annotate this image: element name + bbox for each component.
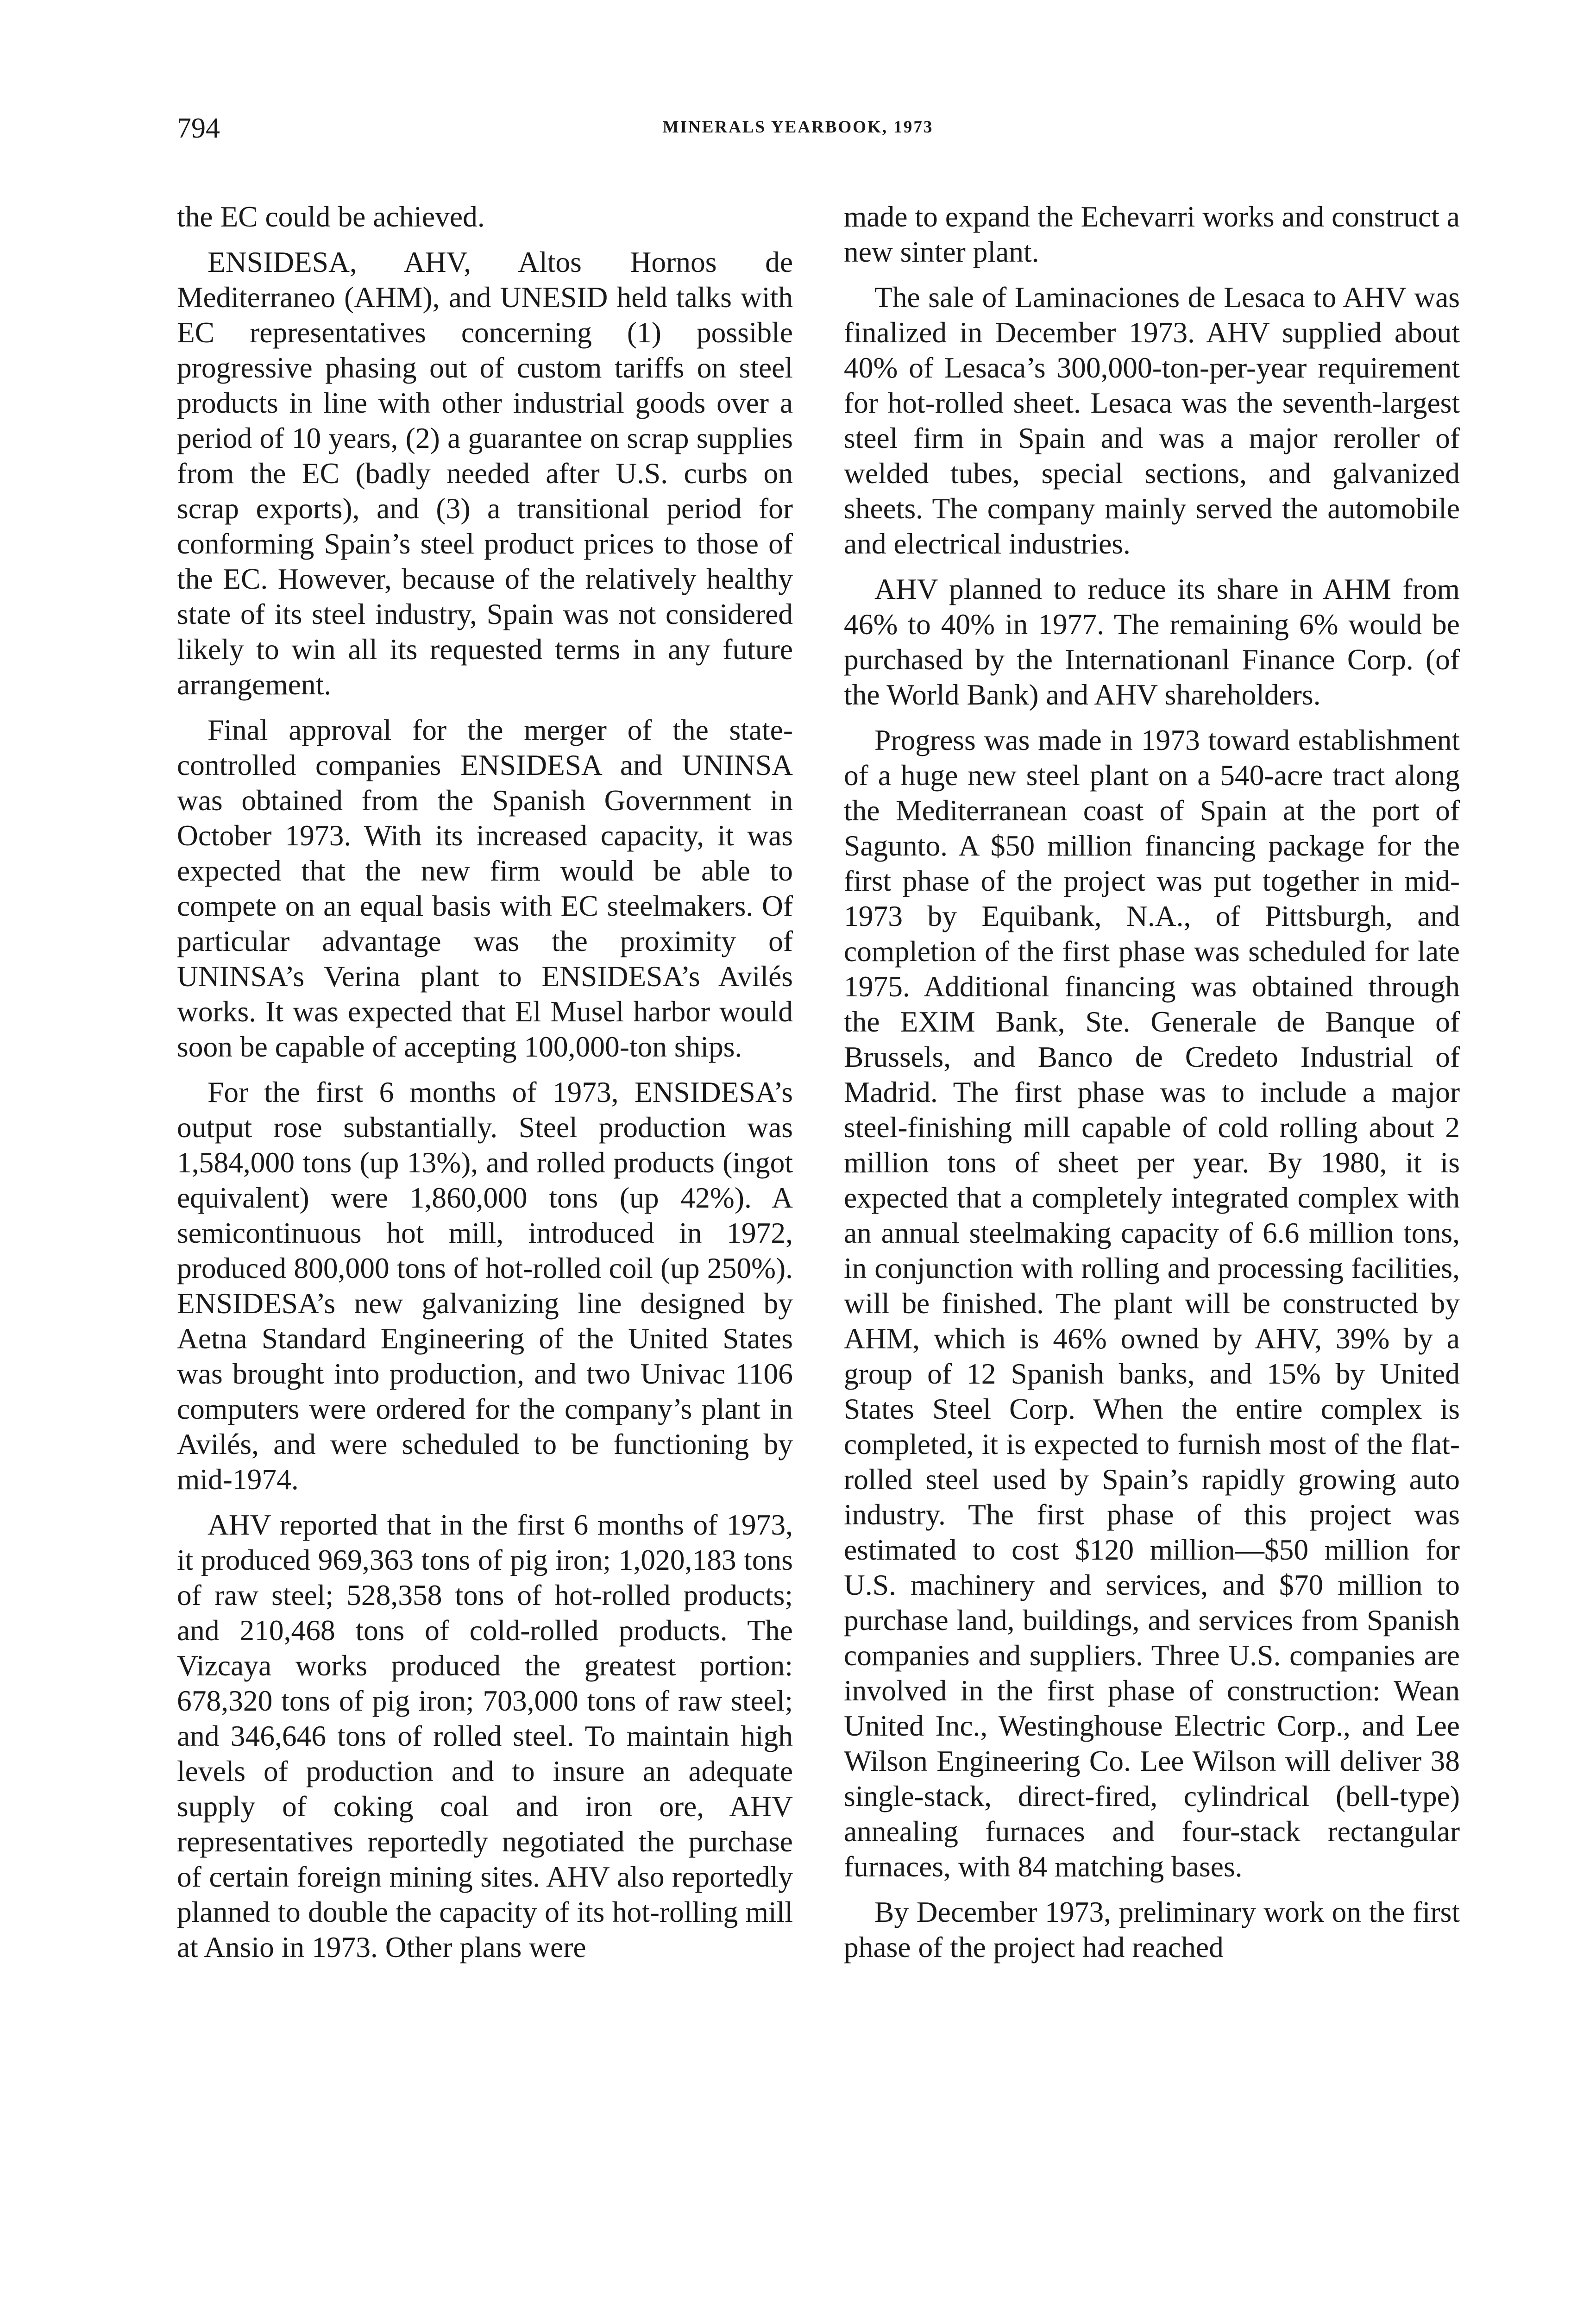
paragraph-ec-continued: the EC could be achieved. — [177, 200, 485, 233]
paragraph-ensidesa-output: For the first 6 months of 1973, ENSIDESA’s output rose substantially. Steel production was 1,584,000 tons (up 13%), and rolled products (ingot equivalent) were 1,860,000 tons (up 42%). A semicontinuous hot mill, introduced in 1972, produced 800,000 tons of hot-rolled coil (up 250%). ENSIDESA’s new galvanizing line designed by Aetna Standard Engineering of the United States was brought into production, and two Univac 1106 computers were ordered for the company’s plant in Avilés, and were scheduled to be functioning by mid-1974. — [177, 1076, 793, 1496]
paragraph-lesaca-sale: The sale of Laminaciones de Lesaca to AHV was finalized in December 1973. AHV supplied about 40% of Lesaca’s 300,000-ton-per-year requirement for hot-rolled sheet. Lesaca was the seventh-largest steel firm in Spain and was a major reroller of welded tubes, special sections, and galvanized sheets. The company mainly served the automobile and electrical industries. — [844, 281, 1460, 560]
paragraph-december-progress: By December 1973, preliminary work on the first phase of the project had reached — [844, 1895, 1460, 1964]
paragraph-sagunto-plant: Progress was made in 1973 toward establishment of a huge new steel plant on a 540-acre tract along the Mediterranean coast of Spain at the port of Sagunto. A $50 million financing package for the first phase of the project was put together in mid-1973 by Equibank, N.A., of Pittsburgh, and completion of the first phase was scheduled for late 1975. Additional financing was obtained through the EXIM Bank, Ste. Generale de Banque of Brussels, and Banco de Credeto Industrial of Madrid. The first phase was to include a major steel-finishing mill capable of cold rolling about 2 million tons of sheet per year. By 1980, it is expected that a completely integrated complex with an annual steelmaking capacity of 6.6 million tons, in conjunction with rolling and processing facilities, will be finished. The plant will be constructed by AHM, which is 46% owned by AHV, 39% by a group of 12 Spanish banks, and 15% by United States Steel Corp. When the entire complex is completed, it is expected to furnish most of the flat-rolled steel used by Spain’s rapidly growing auto industry. The first phase of this project was estimated to cost $120 million—$50 million for U.S. machinery and services, and $70 million to purchase land, buildings, and services from Spanish companies and suppliers. Three U.S. companies are involved in the first phase of construction: Wean United Inc., Westinghouse Electric Corp., and Lee Wilson Engineering Co. Lee Wilson will deliver 38 single-stack, direct-fired, cylindrical (bell-type) annealing furnaces and four-stack rectangular furnaces, with 84 matching bases. — [844, 724, 1460, 1883]
paragraph-merger-approval: Final approval for the merger of the state-controlled companies ENSIDESA and UNINSA was obtained from the Spanish Government in October 1973. With its increased capacity, it was expected that the new firm would be able to compete on an equal basis with EC steelmakers. Of particular advantage was the proximity of UNINSA’s Verina plant to ENSIDESA’s Avilés works. It was expected that El Musel harbor would soon be capable of accepting 100,000-ton ships. — [177, 713, 793, 1063]
page-number: 794 — [177, 113, 220, 144]
left-column — [177, 199, 793, 1975]
paragraph-ahv-production: AHV reported that in the first 6 months of 1973, it produced 969,363 tons of pig iron; 1,020,183 tons of raw steel; 528,358 tons of hot-rolled products; and 210,468 tons of cold-rolled products. The Vizcaya works produced the greatest portion: 678,320 tons of pig iron; 703,000 tons of raw steel; and 346,646 tons of rolled steel. To maintain high levels of production and to insure an adequate supply of coking coal and iron ore, AHV representatives reportedly negotiated the purchase of certain foreign mining sites. AHV also reportedly planned to double the capacity of its hot-rolling mill at Ansio in 1973. Other plans were — [177, 1508, 793, 1964]
paragraph-ec-talks: ENSIDESA, AHV, Altos Hornos de Mediterraneo (AHM), and UNESID held talks with EC representatives concerning (1) possible progressive phasing out of custom tariffs on steel products in line with other industrial goods over a period of 10 years, (2) a guarantee on scrap supplies from the EC (badly needed after U.S. curbs on scrap exports), and (3) a transitional period for conforming Spain’s steel product prices to those of the EC. However, because of the relatively healthy state of its steel industry, Spain was not considered likely to win all its requested terms in any future arrangement. — [177, 245, 793, 701]
paragraph-echevarri-continued: made to expand the Echevarri works and construct a new sinter plant. — [844, 200, 1460, 268]
running-title: MINERALS YEARBOOK, 1973 — [662, 118, 934, 137]
right-column — [844, 199, 1460, 1975]
paragraph-ahm-share: AHV planned to reduce its share in AHM from 46% to 40% in 1977. The remaining 6% would be purchased by the Internationanl Finance Corp. (of the World Bank) and AHV shareholders. — [844, 573, 1460, 711]
